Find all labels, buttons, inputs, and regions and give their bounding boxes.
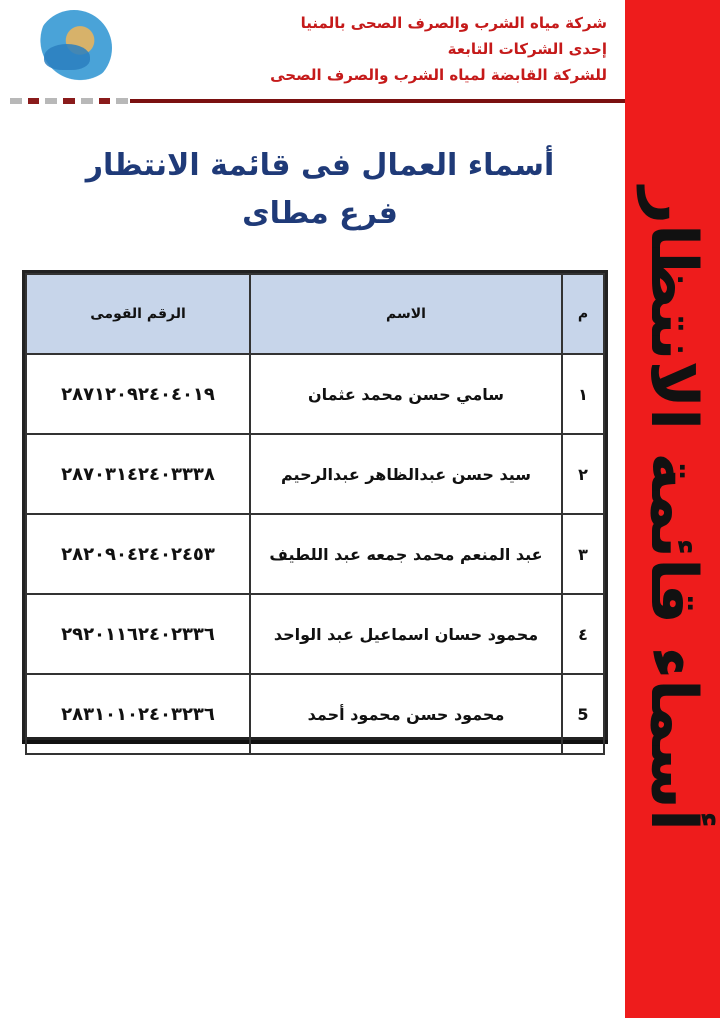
row-national-id: ٢٨٧٠٣١٤٢٤٠٣٣٣٨ [26,434,250,514]
row-national-id: ٢٩٢٠١١٦٢٤٠٢٣٣٦ [26,594,250,674]
header-divider [130,99,625,103]
column-header-national-id: الرقم القومى [26,274,250,354]
row-national-id: ٢٨٧١٢٠٩٢٤٠٤٠١٩ [26,354,250,434]
company-line-1: شركة مياه الشرب والصرف الصحى بالمنيا [300,14,607,32]
company-line-2: إحدى الشركات التابعة [447,40,607,58]
row-index: 5 [562,674,604,754]
table-row [26,514,604,594]
table-row [26,434,604,514]
row-national-id: ٢٨٣١٠١٠٢٤٠٣٢٣٦ [26,674,250,754]
company-name-block [187,10,607,88]
row-name: عبد المنعم محمد جمعه عبد اللطيف [250,514,562,594]
side-banner [625,0,720,1018]
row-index: ٢ [562,434,604,514]
row-name: محمود حسن محمود أحمد [250,674,562,754]
side-banner-text: أسماء قائمة الانتظار [635,187,710,831]
row-index: ٤ [562,594,604,674]
row-national-id: ٢٨٢٠٩٠٤٢٤٠٢٤٥٣ [26,514,250,594]
row-index: ١ [562,354,604,434]
workers-table [22,270,608,740]
branch-subtitle: فرع مطاى [242,196,398,231]
page-title: أسماء العمال فى قائمة الانتظار [85,148,555,183]
column-header-index: م [562,274,604,354]
table-row [26,354,604,434]
row-index: ٣ [562,514,604,594]
company-line-3: للشركة القابضة لمياه الشرب والصرف الصحى [270,66,607,84]
table-row [26,594,604,674]
water-company-logo-icon [36,10,112,86]
row-name: سامي حسن محمد عثمان [250,354,562,434]
page-header [0,0,625,112]
column-header-name: الاسم [250,274,562,354]
table-header-row [26,274,604,354]
header-decoration [10,98,128,104]
row-name: محمود حسان اسماعيل عبد الواحد [250,594,562,674]
row-name: سيد حسن عبدالظاهر عبدالرحيم [250,434,562,514]
table-row [26,674,604,754]
